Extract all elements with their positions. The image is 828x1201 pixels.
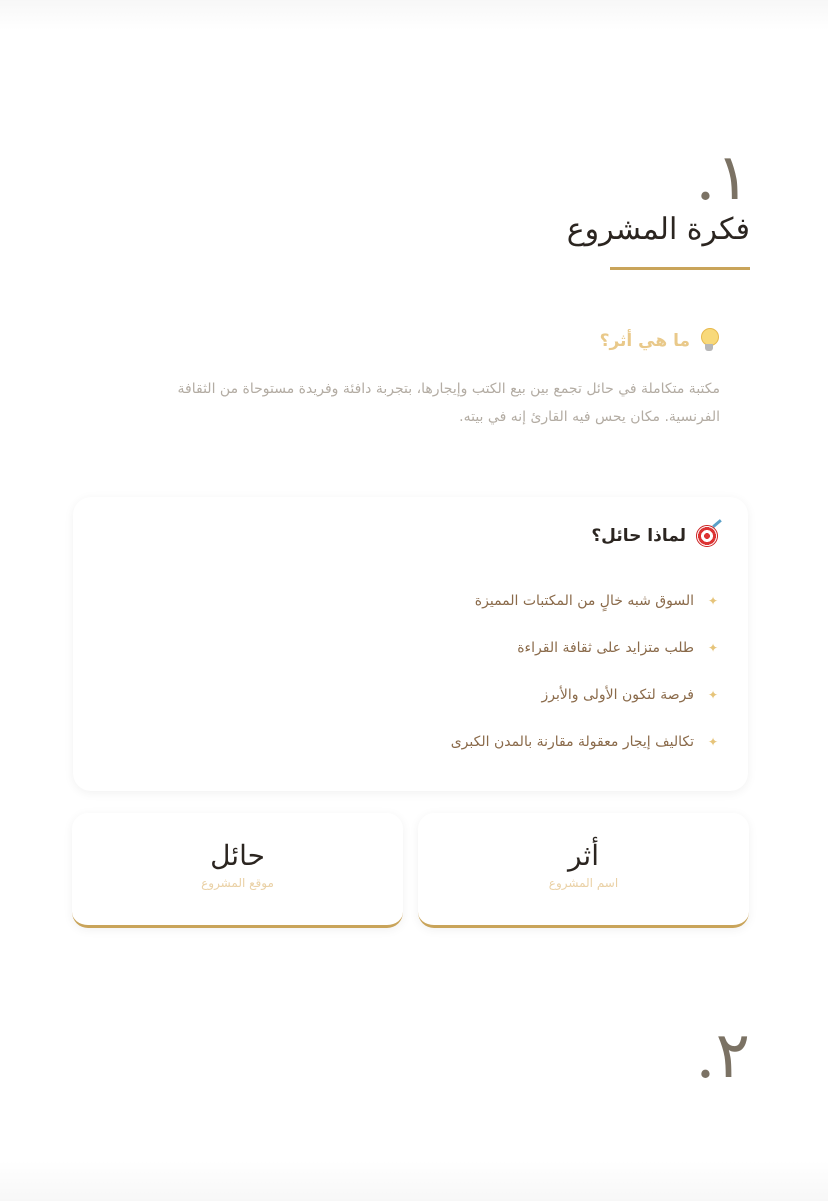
list-item-text: السوق شبه خالٍ من المكتبات المميزة bbox=[474, 592, 694, 609]
star-icon: ✦ bbox=[707, 593, 718, 608]
section-title: فكرة المشروع bbox=[566, 212, 750, 247]
list-item-text: تكاليف إيجار معقولة مقارنة بالمدن الكبرى bbox=[450, 733, 694, 750]
star-icon: ✦ bbox=[707, 734, 718, 749]
project-location-label: موقع المشروع bbox=[201, 875, 274, 890]
project-location-card bbox=[72, 813, 403, 928]
why-heading-text: لماذا حائل؟ bbox=[591, 526, 686, 546]
list-item bbox=[451, 671, 718, 718]
list-item-text: فرصة لتكون الأولى والأبرز bbox=[541, 686, 694, 703]
project-name-card bbox=[418, 813, 749, 928]
star-icon: ✦ bbox=[707, 687, 718, 702]
list-item bbox=[451, 718, 718, 765]
list-item bbox=[451, 624, 718, 671]
project-name-value: أثر bbox=[567, 839, 600, 872]
bottom-fade bbox=[0, 1161, 828, 1201]
target-icon bbox=[696, 525, 718, 547]
question-text: ما هي أثر؟ bbox=[599, 331, 690, 351]
list-item bbox=[451, 577, 718, 624]
project-location-value: حائل bbox=[210, 839, 265, 872]
reason-list bbox=[451, 577, 718, 765]
why-heading bbox=[591, 525, 718, 547]
question-heading bbox=[600, 328, 718, 354]
title-underline bbox=[610, 267, 750, 270]
section-number-1: ١. bbox=[695, 141, 750, 215]
project-description: مكتبة متكاملة في حائل تجمع بين بيع الكتب وإيجارها، بتجربة دافئة وفريدة مستوحاة من الثقافة الفرنسية. مكان يحس فيه القارئ إنه في بيته. bbox=[177, 381, 720, 425]
section-number-2: ٢. bbox=[695, 1019, 750, 1093]
lightbulb-icon bbox=[700, 328, 718, 354]
project-name-label: اسم المشروع bbox=[548, 875, 619, 890]
star-icon: ✦ bbox=[707, 640, 718, 655]
top-fade bbox=[0, 0, 828, 30]
list-item-text: طلب متزايد على ثقافة القراءة bbox=[517, 639, 694, 656]
why-hail-card bbox=[73, 497, 748, 791]
